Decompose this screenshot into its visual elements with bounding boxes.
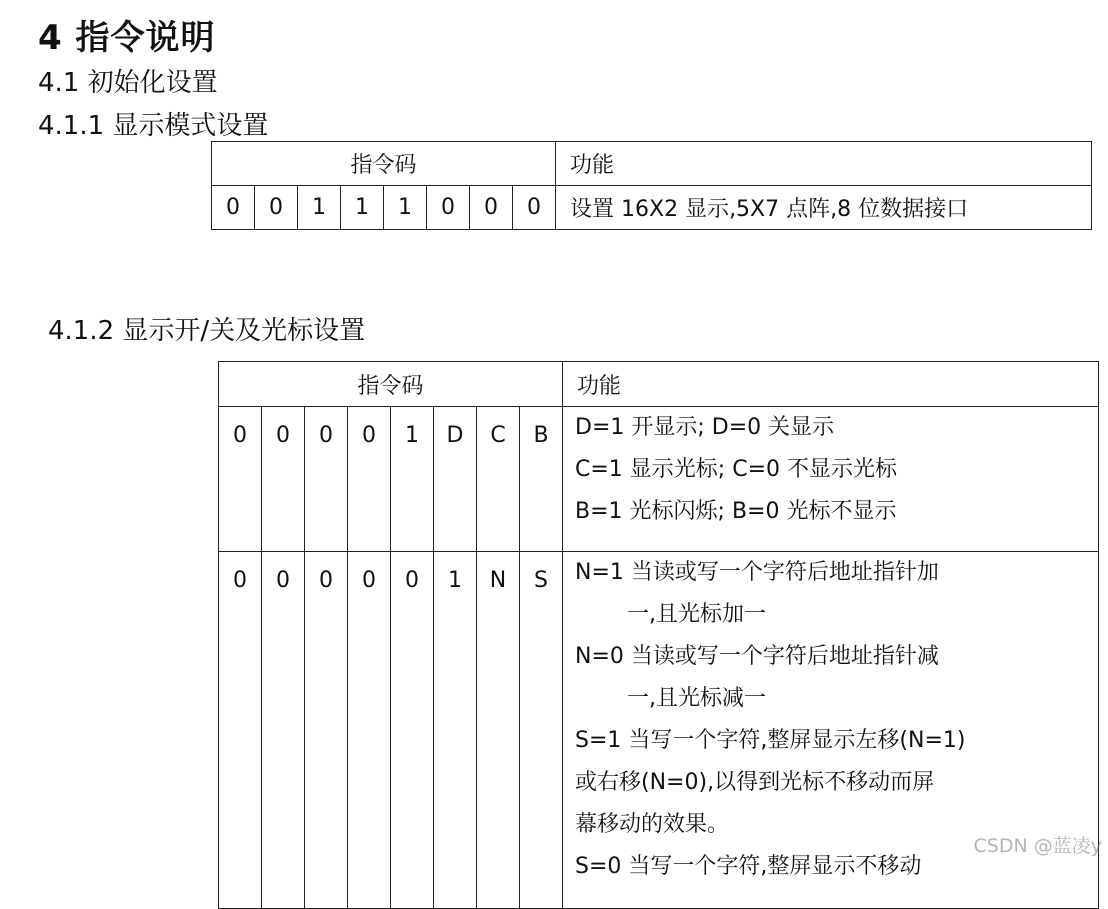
function-line: N=1 当读或写一个字符后地址指针加 — [575, 560, 939, 585]
bit-cell: 0 — [513, 186, 556, 230]
table-header-row — [219, 362, 1099, 407]
function-line: 一,且光标减一 — [627, 686, 767, 711]
bit-cell: 0 — [219, 407, 262, 552]
bit-cell: 0 — [348, 552, 391, 909]
display-mode-table — [211, 141, 1092, 230]
function-line: 一,且光标加一 — [627, 602, 767, 627]
bit-cell: 0 — [348, 407, 391, 552]
function-description: 设置 16X2 显示,5X7 点阵,8 位数据接口 — [556, 186, 1092, 230]
bit-cell: C — [477, 407, 520, 552]
bit-cell: 0 — [427, 186, 470, 230]
function-line: S=0 当写一个字符,整屏显示不移动 — [575, 854, 922, 879]
function-line: 或右移(N=0),以得到光标不移动而屏 — [575, 770, 935, 795]
display-onoff-cursor-table — [218, 361, 1099, 909]
bit-cell: 1 — [434, 552, 477, 909]
header-instruction-code: 指令码 — [212, 142, 556, 186]
bit-cell: 0 — [470, 186, 513, 230]
section-heading-4-1: 4.1 初始化设置 — [38, 68, 218, 98]
header-instruction-code: 指令码 — [219, 362, 563, 407]
bit-cell: N — [477, 552, 520, 909]
function-description — [563, 407, 1099, 552]
function-line: N=0 当读或写一个字符后地址指针减 — [575, 644, 939, 669]
section-heading-4-1-1: 4.1.1 显示模式设置 — [38, 111, 269, 141]
bit-cell: 0 — [219, 552, 262, 909]
bit-cell: 0 — [255, 186, 298, 230]
section-heading-4: 4 指令说明 — [38, 18, 216, 58]
function-line: C=1 显示光标; C=0 不显示光标 — [575, 457, 897, 482]
bit-cell: D — [434, 407, 477, 552]
bit-cell: 0 — [305, 407, 348, 552]
table-row — [219, 407, 1099, 552]
function-line: D=1 开显示; D=0 关显示 — [575, 415, 835, 440]
bit-cell: 1 — [391, 407, 434, 552]
bit-cell: 1 — [298, 186, 341, 230]
bit-cell: 0 — [212, 186, 255, 230]
bit-cell: 1 — [341, 186, 384, 230]
function-line: 幕移动的效果。 — [575, 812, 730, 837]
table-header-row — [212, 142, 1092, 186]
section-heading-4-1-2: 4.1.2 显示开/关及光标设置 — [48, 316, 366, 346]
bit-cell: B — [520, 407, 563, 552]
function-line: B=1 光标闪烁; B=0 光标不显示 — [575, 499, 897, 524]
bit-cell: 1 — [384, 186, 427, 230]
bit-cell: 0 — [391, 552, 434, 909]
function-line: S=1 当写一个字符,整屏显示左移(N=1) — [575, 728, 966, 753]
bit-cell: 0 — [305, 552, 348, 909]
header-function: 功能 — [556, 142, 1092, 186]
table-row — [212, 186, 1092, 230]
header-function: 功能 — [563, 362, 1099, 407]
bit-cell: 0 — [262, 407, 305, 552]
table-row — [219, 552, 1099, 909]
watermark: CSDN @蓝凌y — [973, 835, 1102, 857]
bit-cell: 0 — [262, 552, 305, 909]
bit-cell: S — [520, 552, 563, 909]
